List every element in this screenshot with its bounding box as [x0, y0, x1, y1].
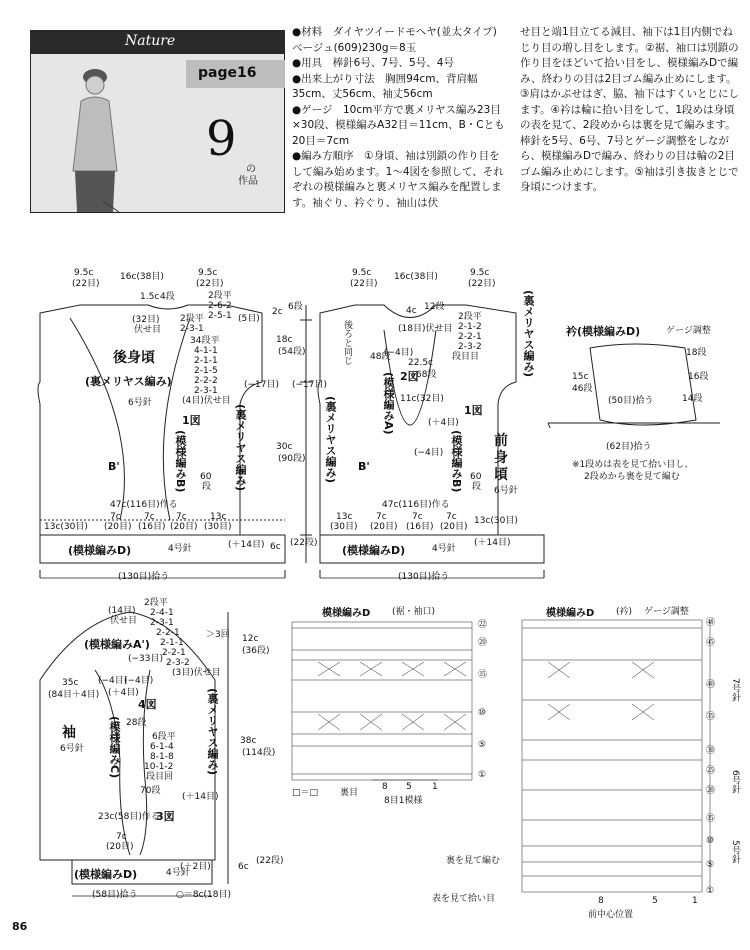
back-dec-2: 4-1-1 — [194, 346, 218, 356]
sleeve-pattern-c: (模様編みC) — [108, 716, 121, 779]
back-bot-2: 13c(30目) — [44, 522, 88, 532]
front-n5: 2-1-2 — [458, 322, 482, 332]
sleeve-inc-2: 6-1-4 — [150, 742, 174, 752]
front-plus14: (＋14目) — [474, 538, 511, 548]
front-bottom: (模様編みD) — [342, 544, 406, 557]
front-n4: 2段平 — [458, 312, 482, 322]
collar-chart-gauge: ゲージ調整 — [644, 607, 689, 617]
sleeve-s4: 2-4-1 — [150, 608, 174, 618]
sleeve-fig4: 4図 — [138, 698, 157, 711]
front-n8: 段目目 — [452, 352, 480, 362]
collar-note-back: 裏を見て編む — [446, 856, 501, 866]
collar-title: 衿(模様編みD) — [566, 325, 641, 338]
front-needle: 6号針 — [494, 486, 518, 496]
sleeve-note: ○＝8c(18目) — [176, 890, 232, 900]
middle-measure — [300, 305, 312, 563]
sleeve-s2: 伏せ目 — [110, 616, 138, 626]
back-right-vert: (裏メリヤス編み) — [234, 404, 247, 492]
back-bot-5: 7c — [144, 512, 155, 522]
front-left-vert: (裏メリヤス編み) — [324, 396, 337, 484]
back-shoulder-2: 2-6-2 — [208, 301, 232, 311]
sleeve-s14: (−4目) — [124, 676, 154, 686]
front-pickup: (130目)拾う — [398, 572, 450, 582]
sleeve-bottom: (模様編みD) — [74, 868, 138, 881]
front-n2: 12段 — [424, 302, 445, 312]
front-n9: (−4目) — [384, 348, 414, 358]
front-n15: (−4目) — [414, 448, 444, 458]
mid-30c: 30c — [276, 442, 293, 452]
back-bot-7: 7c — [176, 512, 187, 522]
page-ref: page16 — [198, 65, 257, 81]
collar-15c: 15c — [572, 372, 589, 382]
collar-row-20: ⑳ — [706, 786, 716, 796]
collar-gauge: ゲージ調整 — [666, 326, 711, 336]
back-left17: (−17目) — [244, 380, 280, 390]
instructions-column-2: せ目と端1目立てる減目、袖下は1目内側でねじり目の増し目をします。②裾、袖口は別鎖の作り目をほどいて拾い目をし、模様編みDで編み、終わりの目は2目ゴム編み止めにします。③肩はかぶせはぎ、脇、袖下はすくいとじにします。④衿は輪に拾い目をして、1段めは身頃の表を見て、2段めからは裏を見て編みます。棒針を5号、6号、7号とゲージ調整をしながら、模様編みDで編み、終わりの目は輪の2目ゴム編み止めにします。⑤袖は引き抜きとじで身頃につけます。 — [520, 26, 739, 193]
collar-note-front: 表を見て拾い目 — [432, 894, 496, 904]
mid-minus17: (−17目) — [292, 380, 328, 390]
front-n7: 2-3-2 — [458, 342, 482, 352]
back-bottom-needle: 4号針 — [168, 544, 192, 554]
front-title-2: 身 — [494, 450, 508, 466]
back-bot-9: 13c — [210, 512, 227, 522]
back-top-mid: 16c(38目) — [120, 272, 164, 282]
sleeve-s9: 2-2-1 — [162, 648, 186, 658]
hem-legend-text: 裏目 — [340, 788, 359, 798]
front-bot-1: 47c(116目)作る — [382, 500, 450, 510]
collar-row-30: ㉚ — [706, 746, 716, 756]
back-d60b: 段 — [202, 482, 212, 492]
sleeve-s20: (＋14目) — [182, 792, 219, 802]
back-b-prime: B' — [108, 460, 120, 473]
back-top-right-s: (22目) — [196, 279, 224, 289]
front-bot-2: 13c — [336, 512, 353, 522]
mid-6c: 6c — [270, 542, 281, 552]
nature-label: Nature — [125, 33, 176, 49]
collar-6-needle: 6号針 — [730, 770, 740, 794]
back-stitch: (裏メリヤス編み) — [85, 375, 172, 388]
collar-5-needle: 5号針 — [730, 840, 740, 864]
front-top-left: 9.5c — [352, 268, 372, 278]
front-d60: 60 — [470, 472, 482, 482]
sleeve-s18: 28段 — [126, 718, 147, 728]
back-bot-8: (20目) — [170, 522, 198, 532]
sleeve-s6: 2-2-1 — [156, 628, 180, 638]
front-fig2: 2図 — [400, 370, 419, 383]
back-d60: 60 — [200, 472, 212, 482]
sleeve-s5: 2-3-1 — [150, 618, 174, 628]
work-label: 作品 — [238, 176, 258, 187]
back-dec-5: 2-2-2 — [194, 376, 218, 386]
back-dec-3: 2-1-1 — [194, 356, 218, 366]
mid-90: (90段) — [278, 454, 306, 464]
sleeve-s13: (−4目) — [98, 676, 128, 686]
hem-legend-sym: □＝□ — [292, 788, 319, 798]
front-back-note: 後ろと同じ — [342, 320, 352, 365]
sleeve-s15: (＋4目) — [108, 688, 139, 698]
back-bot-3: 7c — [110, 512, 121, 522]
sleeve-s7: ＞3回 — [206, 630, 230, 640]
back-title: 後身頃 — [113, 350, 155, 366]
mid-6: 6段 — [288, 302, 303, 312]
collar-row-40: ㊵ — [706, 680, 716, 690]
back-bot-6: (16目) — [138, 522, 166, 532]
front-n6: 2-2-1 — [458, 332, 482, 342]
hem-chart-title: 模様編みD — [322, 608, 371, 619]
collar-row-45: ㊺ — [706, 638, 716, 648]
front-n3: (18目)伏せ目 — [398, 324, 453, 334]
sleeve-s23: (20目) — [106, 842, 134, 852]
front-n12: 11c(32目) — [400, 394, 444, 404]
sleeve-s11: (3目)伏せ目 — [172, 668, 221, 678]
page-number: 86 — [12, 920, 28, 933]
hem-row-22: ㉒ — [478, 620, 488, 630]
collar-row-10: ⑩ — [706, 836, 715, 846]
hem-num-5: 5 — [406, 782, 412, 792]
sleeve-h38c: 38c — [240, 736, 257, 746]
sleeve-s16: 35c — [62, 678, 79, 688]
hem-num-8: 8 — [382, 782, 388, 792]
instructions-column-1: ●材料 ダイヤツイードモヘヤ(並太タイプ) ベージュ(609)230g＝8玉 ●用具 棒針6号、7号、5号、4号 ●出来上がり寸法 胸囲94cm、背肩幅35cm、丈56cm、袖丈56cm ●ゲージ 10cm平方で裏メリヤス編み23目×30段、模様編みA32目＝11cm、B・Cとも20目＝7cm ●編み方順序 ①身頃、袖は別鎖の作り目をして編み始めます。1～4図を参照して、それぞれの模様編みと裏メリヤス編みを配置します。袖ぐり、衿ぐり、袖山は伏 — [292, 26, 505, 209]
front-title-1: 前 — [494, 433, 508, 449]
sleeve-inc-3: 8-1-8 — [150, 752, 174, 762]
hem-chart-grid — [292, 622, 472, 780]
collar-num-5: 5 — [652, 896, 658, 906]
front-b-prime: B' — [358, 460, 370, 473]
collar-num-8: 8 — [598, 896, 604, 906]
hem-repeat: 8目1模様 — [384, 796, 423, 806]
back-dec-7: (4目)伏せ目 — [182, 396, 231, 406]
mid-22: (22段) — [290, 538, 318, 548]
sleeve-s22: 7c — [116, 832, 127, 842]
back-dec-6: 2-3-1 — [194, 386, 218, 396]
collar-62: (62目)拾う — [606, 442, 652, 452]
back-shoulder-4: (5目) — [238, 314, 260, 324]
front-top-left-s: (22目) — [350, 279, 378, 289]
back-bottom: (模様編みD) — [68, 544, 132, 557]
sleeve-inc-1: 6段平 — [152, 732, 176, 742]
back-neck-2: 4段 — [160, 292, 175, 302]
sleeve-pickup: (58目)拾う — [92, 890, 138, 900]
sleeve-bottom-needle: 4号針 — [166, 868, 190, 878]
collar-7-needle: 7号針 — [730, 678, 740, 702]
sleeve-fig3: 3図 — [156, 810, 175, 823]
back-pickup: (130目)拾う — [118, 572, 170, 582]
sleeve-s3: 2段平 — [144, 598, 168, 608]
collar-46: 46段 — [572, 384, 593, 394]
front-n10: 22.5c — [408, 358, 433, 368]
back-shoulder-3: 2-5-1 — [208, 311, 232, 321]
front-top-mid: 16c(38目) — [394, 272, 438, 282]
back-top-right: 9.5c — [198, 268, 218, 278]
front-bot-5: (20目) — [370, 522, 398, 532]
front-bot-7: (16目) — [406, 522, 434, 532]
sleeve-s21: 23c(58目)作る — [98, 812, 160, 822]
hem-num-1: 1 — [432, 782, 438, 792]
front-fig: 1図 — [464, 404, 483, 417]
sleeve-s17: (84目＋4目) — [48, 690, 100, 700]
sleeve-s24: (＋2目) — [180, 862, 211, 872]
work-no: の — [246, 164, 256, 175]
collar-chart-grid — [522, 620, 710, 892]
collar-row-15: ⑮ — [706, 814, 716, 824]
collar-center: 前中心位置 — [588, 910, 634, 920]
back-top-left: 9.5c — [74, 268, 94, 278]
collar-chart-subtitle: (衿) — [616, 607, 633, 617]
sleeve-h36: (36段) — [242, 646, 270, 656]
collar-note-1: ※1段めは表を見て拾い目し、 — [572, 460, 694, 470]
sleeve-h12c: 12c — [242, 634, 259, 644]
front-bot-4: 7c — [376, 512, 387, 522]
front-pattern-a: (模様編みA) — [382, 372, 395, 435]
back-dec-4: 2-1-5 — [194, 366, 218, 376]
work-number: 9 — [206, 111, 237, 167]
front-n13: 48段 — [370, 352, 391, 362]
sleeve-h22: (22段) — [256, 856, 284, 866]
back-plus14: (＋14目) — [228, 540, 265, 550]
collar-row-5: ⑤ — [706, 860, 715, 870]
front-bot-9: (20目) — [440, 522, 468, 532]
hem-chart-subtitle: (裾・袖口) — [392, 607, 436, 617]
back-dec-1: 34段平 — [190, 336, 220, 346]
back-bot-4: (20目) — [104, 522, 132, 532]
front-n14: (＋4目) — [428, 418, 459, 428]
collar-num-1: 1 — [692, 896, 698, 906]
back-bot-1: 47c(116目)作る — [110, 500, 178, 510]
back-neck-1: 1.5c — [140, 292, 160, 302]
hem-row-5: ⑤ — [478, 740, 487, 750]
front-top-right-s: (22目) — [468, 279, 496, 289]
front-bot-8: 7c — [446, 512, 457, 522]
collar-chart-title: 模様編みD — [546, 608, 595, 619]
hem-row-10: ⑩ — [478, 708, 487, 718]
back-fig: 1図 — [182, 414, 201, 427]
front-bottom-needle: 4号針 — [432, 544, 456, 554]
hem-row-15: ⑮ — [478, 670, 488, 680]
mid-54: (54段) — [278, 347, 306, 357]
sleeve-h114: (114段) — [242, 748, 276, 758]
hem-row-20: ⑳ — [478, 638, 488, 648]
sleeve-inc-5: 段目回 — [146, 772, 174, 782]
sleeve-s1: (14目) — [108, 606, 136, 616]
back-neck-3: (32目) — [132, 315, 160, 325]
front-pattern-b: (模様編みB) — [450, 430, 463, 493]
back-neck-5: 2段平 — [180, 314, 204, 324]
front-bot-10: 13c(30目) — [474, 516, 518, 526]
collar-row-48: ㊽ — [706, 618, 716, 628]
sleeve-pattern-a: (模様編みA') — [84, 638, 150, 651]
hem-row-1: ① — [478, 770, 487, 780]
sleeve-s19: 70段 — [140, 786, 161, 796]
sleeve-inc-4: 10-1-2 — [144, 762, 174, 772]
back-top-left-s: (22目) — [72, 279, 100, 289]
front-d60b: 段 — [472, 482, 482, 492]
collar-note-2: 2段めから裏を見て編む — [584, 472, 680, 482]
front-top-right: 9.5c — [470, 268, 490, 278]
collar-14: 14段 — [682, 394, 703, 404]
collar-50: (50目)拾う — [608, 396, 654, 406]
sleeve-h6c: 6c — [238, 862, 249, 872]
back-shoulder-1: 2段平 — [208, 291, 232, 301]
front-title-3: 頃 — [494, 467, 508, 483]
collar-row-35: ㉟ — [706, 712, 716, 722]
collar-16: 16段 — [688, 372, 709, 382]
front-n11: 68段 — [416, 370, 437, 380]
front-bot-6: 7c — [412, 512, 423, 522]
back-needle: 6号針 — [128, 398, 152, 408]
collar-row-1: ① — [706, 886, 715, 896]
back-neck-6: 2-3-1 — [180, 324, 204, 334]
collar-18: 18段 — [686, 348, 707, 358]
sleeve-needle: 6号針 — [60, 744, 84, 754]
back-neck-4: 伏せ目 — [134, 325, 162, 335]
sleeve-s12: (−33目) — [128, 654, 164, 664]
front-bot-3: (30目) — [330, 522, 358, 532]
sleeve-s10: 2-3-2 — [166, 658, 190, 668]
sleeve-s8: 2-1-1 — [160, 638, 184, 648]
collar-row-25: ㉕ — [706, 766, 716, 776]
front-right-vert: (裏メリヤス編み) — [522, 290, 535, 378]
sleeve-title: 袖 — [62, 725, 76, 741]
sleeve-right-vert: (裏メリヤス編み) — [206, 688, 219, 776]
back-bot-10: (30目) — [204, 522, 232, 532]
front-n1: 4c — [406, 306, 417, 316]
mid-2c: 2c — [272, 307, 283, 317]
mid-18c: 18c — [276, 335, 293, 345]
back-pattern-b: (模様編みB) — [174, 430, 187, 493]
